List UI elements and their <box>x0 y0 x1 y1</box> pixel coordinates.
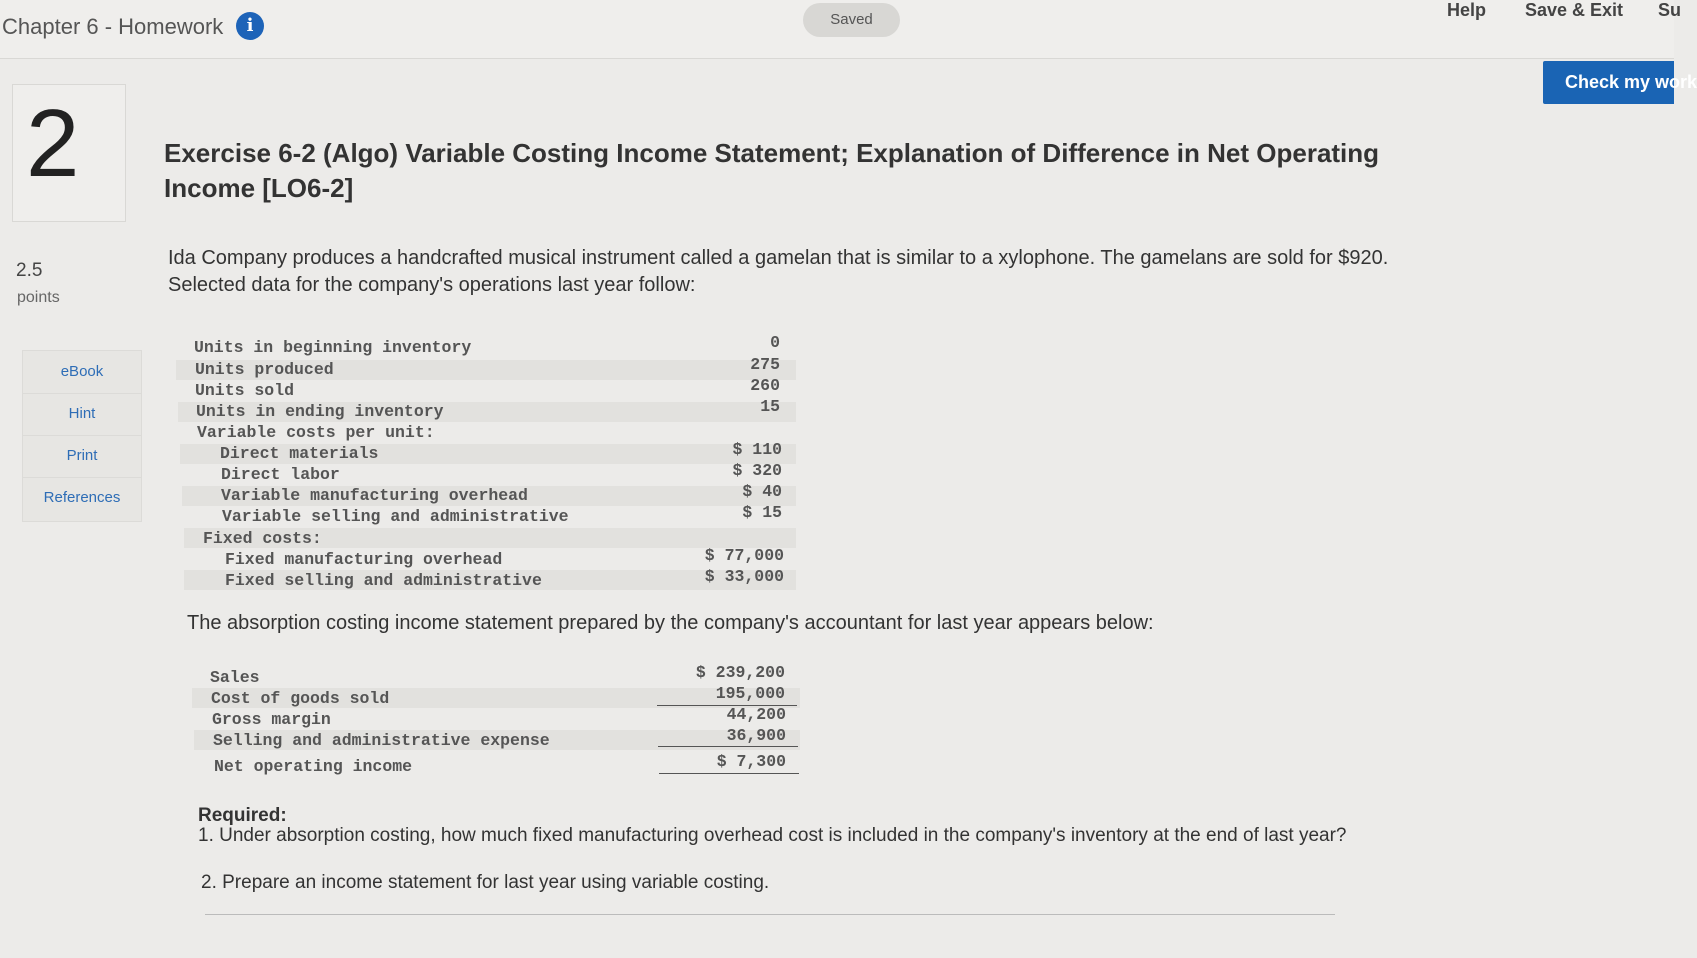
assignment-title: Chapter 6 - Homework <box>2 14 224 39</box>
row-label: Units sold <box>195 381 295 400</box>
question-number: 2 <box>26 90 80 197</box>
row-value: $ 33,000 <box>704 567 784 586</box>
row-value: 260 <box>750 376 780 395</box>
row-label: Fixed manufacturing overhead <box>225 550 503 569</box>
statement-row <box>212 709 331 730</box>
ebook-link[interactable]: eBook <box>23 351 141 394</box>
submit-link[interactable]: Su <box>1658 0 1682 20</box>
row-label: Selling and administrative expense <box>213 731 550 750</box>
absorption-intro: The absorption costing income statement prepared by the company's accountant for last year appears below: <box>187 612 1154 634</box>
total-underline <box>659 773 799 774</box>
points-label: points <box>17 289 60 306</box>
row-value: $ 15 <box>742 503 782 522</box>
row-label: Variable manufacturing overhead <box>221 486 528 505</box>
statement-row <box>211 688 389 709</box>
table-row <box>221 464 340 485</box>
table-row <box>203 528 322 549</box>
table-row <box>225 549 502 570</box>
references-link[interactable]: References <box>43 489 121 506</box>
question-intro: Ida Company produces a handcrafted musical instrument called a gamelan that is similar to a xylophone. The gamelans are sold for $920. Selected data for the company's operations last year follow: <box>168 247 1389 296</box>
row-label: Variable selling and administrative <box>222 507 569 526</box>
info-icon[interactable]: i <box>236 12 264 40</box>
row-value: 15 <box>760 397 780 416</box>
row-label: Fixed costs: <box>203 529 322 548</box>
exercise-title: Exercise 6-2 (Algo) Variable Costing Income Statement; Explanation of Difference in Net Operating Income [LO6-2] <box>164 138 1380 203</box>
table-row <box>196 401 444 422</box>
print-link[interactable]: Print <box>23 435 141 478</box>
row-label: Sales <box>210 668 260 687</box>
table-row <box>220 443 378 464</box>
row-label: Variable costs per unit: <box>197 423 435 442</box>
row-label: Units produced <box>195 360 334 379</box>
row-value: $ 320 <box>732 461 782 480</box>
statement-row <box>213 730 550 751</box>
table-row <box>197 422 435 443</box>
required-item-1: 1. Under absorption costing, how much fixed manufacturing overhead cost is included in the company's inventory at the end of last year? <box>198 825 1347 846</box>
row-value: 195,000 <box>715 684 785 703</box>
row-label: Units in beginning inventory <box>194 338 472 357</box>
statement-row <box>210 667 260 688</box>
row-label: Net operating income <box>214 757 413 776</box>
table-row <box>195 359 334 380</box>
statement-row <box>214 756 412 777</box>
required-heading: Required: <box>198 805 287 826</box>
row-label: Cost of goods sold <box>211 689 390 708</box>
required-item-2: 2. Prepare an income statement for last year using variable costing. <box>201 872 770 893</box>
hint-link[interactable]: Hint <box>23 393 141 436</box>
divider <box>205 914 1335 915</box>
subtotal-underline <box>658 746 798 747</box>
row-label: Direct labor <box>221 465 340 484</box>
table-row <box>222 506 569 527</box>
saved-status-badge: Saved <box>803 3 900 37</box>
row-label: Units in ending inventory <box>196 402 444 421</box>
row-value: 0 <box>770 333 780 352</box>
check-my-work-button[interactable]: Check my work <box>1543 61 1674 104</box>
row-value: 275 <box>750 355 780 374</box>
row-value: $ 77,000 <box>704 546 784 565</box>
row-value: 44,200 <box>726 705 786 724</box>
table-row <box>225 570 542 591</box>
row-label: Fixed selling and administrative <box>225 571 542 590</box>
table-row <box>195 380 294 401</box>
table-row <box>194 337 471 358</box>
top-bar <box>0 0 1682 59</box>
row-value: $ 7,300 <box>716 752 786 771</box>
table-row <box>221 485 528 506</box>
row-label: Gross margin <box>212 710 331 729</box>
row-value: 36,900 <box>726 726 786 745</box>
points-value: 2.5 <box>16 260 43 281</box>
row-value: $ 239,200 <box>695 663 785 682</box>
save-exit-link[interactable]: Save & Exit <box>1525 0 1624 20</box>
row-value: $ 40 <box>742 482 782 501</box>
resource-panel <box>22 350 142 522</box>
help-link[interactable]: Help <box>1447 0 1487 20</box>
row-label: Direct materials <box>220 444 379 463</box>
row-value: $ 110 <box>732 440 782 459</box>
